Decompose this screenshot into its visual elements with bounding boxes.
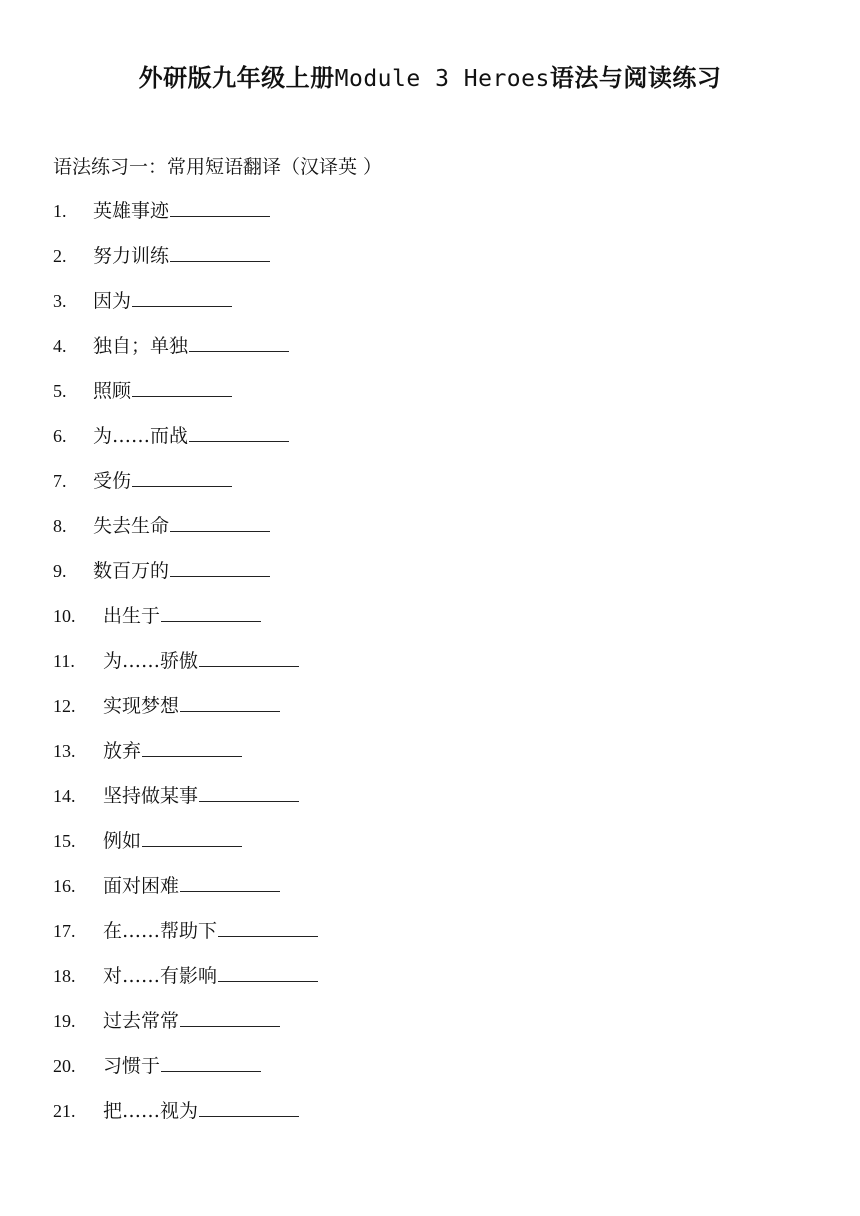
answer-blank[interactable] (170, 243, 270, 262)
item-number: 3. (53, 291, 67, 311)
item-number: 4. (53, 336, 67, 356)
answer-blank[interactable] (161, 1053, 261, 1072)
item-number: 8. (53, 516, 67, 536)
list-item (53, 243, 318, 288)
item-phrase: 独自；单独 (93, 335, 189, 357)
item-number: 5. (53, 381, 67, 401)
answer-blank[interactable] (218, 918, 318, 937)
title-english: Module 3 Heroes (334, 66, 550, 92)
item-number: 21. (53, 1101, 76, 1121)
item-phrase: 为……而战 (93, 425, 189, 447)
item-phrase: 坚持做某事 (103, 785, 199, 807)
answer-blank[interactable] (180, 873, 280, 892)
answer-blank[interactable] (170, 558, 270, 577)
list-item (53, 378, 318, 423)
item-phrase: 放弃 (103, 740, 142, 762)
list-item (53, 603, 318, 648)
item-phrase: 过去常常 (103, 1010, 180, 1032)
item-number: 15. (53, 831, 76, 851)
list-item (53, 873, 318, 918)
answer-blank[interactable] (170, 513, 270, 532)
item-phrase: 数百万的 (93, 560, 170, 582)
list-item (53, 828, 318, 873)
item-phrase: 照顾 (93, 380, 132, 402)
item-number: 18. (53, 966, 76, 986)
answer-blank[interactable] (132, 378, 232, 397)
answer-blank[interactable] (218, 963, 318, 982)
answer-blank[interactable] (132, 468, 232, 487)
list-item (53, 1098, 318, 1143)
answer-blank[interactable] (199, 1098, 299, 1117)
item-phrase: 为……骄傲 (103, 650, 199, 672)
answer-blank[interactable] (199, 783, 299, 802)
list-item (53, 783, 318, 828)
item-phrase: 习惯于 (103, 1055, 161, 1077)
list-item (53, 918, 318, 963)
list-item (53, 423, 318, 468)
item-number: 2. (53, 246, 67, 266)
list-item (53, 333, 318, 378)
item-phrase: 例如 (103, 830, 142, 852)
item-phrase: 对……有影响 (103, 965, 218, 987)
item-number: 16. (53, 876, 76, 896)
list-item (53, 1053, 318, 1098)
item-phrase: 在……帮助下 (103, 920, 218, 942)
list-item (53, 288, 318, 333)
item-phrase: 把……视为 (103, 1100, 199, 1122)
list-item (53, 558, 318, 603)
page-title (0, 58, 860, 93)
list-item (53, 963, 318, 1008)
item-number: 6. (53, 426, 67, 446)
list-item (53, 468, 318, 513)
item-phrase: 失去生命 (93, 515, 170, 537)
list-item (53, 738, 318, 783)
answer-blank[interactable] (170, 198, 270, 217)
item-number: 20. (53, 1056, 76, 1076)
item-phrase: 出生于 (103, 605, 161, 627)
answer-blank[interactable] (189, 333, 289, 352)
item-number: 1. (53, 201, 67, 221)
item-number: 10. (53, 606, 76, 626)
answer-blank[interactable] (189, 423, 289, 442)
answer-blank[interactable] (180, 693, 280, 712)
answer-blank[interactable] (142, 828, 242, 847)
list-item (53, 198, 318, 243)
answer-blank[interactable] (180, 1008, 280, 1027)
list-item (53, 693, 318, 738)
section-heading: 语法练习一：常用短语翻译（汉译英 ） (53, 156, 383, 178)
title-suffix: 语法与阅读练习 (549, 63, 722, 92)
answer-blank[interactable] (142, 738, 242, 757)
item-phrase: 努力训练 (93, 245, 170, 267)
item-number: 19. (53, 1011, 76, 1031)
item-phrase: 受伤 (93, 470, 132, 492)
item-number: 7. (53, 471, 67, 491)
answer-blank[interactable] (161, 603, 261, 622)
list-item (53, 1008, 318, 1053)
answer-blank[interactable] (199, 648, 299, 667)
answer-blank[interactable] (132, 288, 232, 307)
item-phrase: 英雄事迹 (93, 200, 170, 222)
item-number: 9. (53, 561, 67, 581)
phrase-list (53, 198, 318, 1143)
item-number: 12. (53, 696, 76, 716)
item-number: 17. (53, 921, 76, 941)
item-phrase: 面对困难 (103, 875, 180, 897)
item-phrase: 因为 (93, 290, 132, 312)
item-number: 13. (53, 741, 76, 761)
item-number: 14. (53, 786, 76, 806)
list-item (53, 648, 318, 693)
title-prefix: 外研版九年级上册 (138, 63, 335, 92)
item-phrase: 实现梦想 (103, 695, 180, 717)
list-item (53, 513, 318, 558)
item-number: 11. (53, 651, 75, 671)
